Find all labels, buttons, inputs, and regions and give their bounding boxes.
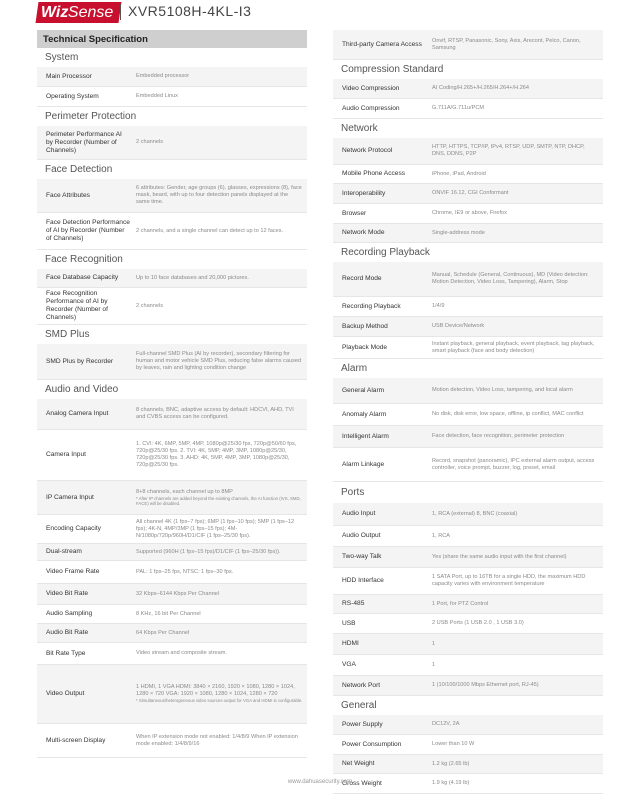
spec-row: [37, 288, 307, 325]
spec-row: [37, 87, 307, 107]
spec-value: [426, 411, 603, 418]
spec-value: [130, 351, 307, 372]
spec-label: Power Supply: [342, 720, 383, 728]
spec-value-text: 8+8 channels, each channel up to 8MP: [136, 488, 233, 495]
spec-value-text: 1, RCA (external) 8, BNC (coaxial): [432, 510, 518, 517]
section-heading: Face Detection: [45, 164, 113, 175]
spec-label: Video Frame Rate: [46, 568, 100, 575]
spec-value-text: 8 channels, BNC, adaptive access by default: HDCVI, AHD, TVI and CVBS access can be configured.: [136, 407, 294, 420]
spec-value: [426, 554, 603, 561]
spec-note: * After IP channels are added beyond the existing channels, the AI function (IVS, SMD, FACE) will be disabled.: [136, 495, 301, 506]
spec-value: [426, 105, 603, 112]
spec-row: [333, 297, 603, 317]
spec-value-text: Face detection, face recognition, perimeter protection: [432, 433, 565, 439]
spec-label: RS-485: [342, 600, 365, 607]
spec-value: [130, 611, 307, 618]
spec-label: Video Bit Rate: [46, 590, 89, 597]
brand-sense: Sense: [68, 3, 114, 21]
spec-value-text: All channel 4K (1 fps–7 fps); 6MP (1 fps–10 fps); 5MP (1 fps–12 fps); 4K-N, 4MP/3MP (1 fps–15 fps); 4M-N/1080p/720p/960H/D1/CIF (1 fps–25/30 fps).: [136, 518, 295, 539]
spec-row: [333, 426, 603, 448]
spec-value: [130, 489, 307, 506]
spec-row: [333, 262, 603, 297]
section-heading: General: [341, 700, 377, 711]
spec-value: [130, 185, 307, 206]
spec-value-text: Supported (960H (1 fps–15 fps)/D1/CIF (1 fps–25/30 fps)).: [136, 548, 281, 555]
header-divider: [120, 4, 121, 20]
spec-label: Audio Bit Rate: [46, 629, 89, 636]
spec-value: [426, 741, 603, 748]
spec-label: Intelligent Alarm: [342, 432, 389, 440]
spec-value-text: HTTP, HTTPS, TCP/IP, IPv4, RTSP, UDP, SMTP, NTP, DHCP, DNS, DDNS, P2P: [432, 144, 585, 157]
spec-value: [426, 620, 603, 627]
spec-label: Alarm Linkage: [342, 460, 385, 468]
footer-url: www.dahuasecurity.com: [287, 779, 353, 785]
spec-label: Gross Weight: [342, 779, 382, 787]
spec-value-text: 2 channels: [136, 139, 164, 145]
spec-row: [333, 595, 603, 614]
spec-value-text: 1.9 kg (4.19 lb): [432, 780, 470, 786]
spec-value-text: ONVIF 16.12, CGI Conformant: [432, 190, 509, 196]
spec-value-text: AI Coding/H.265+/H.265/H.264+/H.264: [432, 85, 530, 91]
spec-value-text: Yes (share the same audio input with the first channel): [432, 553, 567, 560]
model-number: XVR5108H-4KL-I3: [128, 3, 252, 19]
spec-value-text: 1 HDMI, 1 VGA HDMI: 3840 × 2160, 1920 × 1080, 1280 × 1024, 1280 × 720 VGA: 1920 × 1080, 1280 × 1024, 1280 × 720: [136, 684, 295, 698]
spec-label: Mobile Phone Access: [342, 170, 406, 177]
spec-value: [130, 519, 307, 540]
spec-value-text: Chrome, IE9 or above, Firefox: [432, 210, 507, 216]
spec-row: [333, 634, 603, 655]
spec-value-text: When IP extension mode not enabled: 1/4/8/9 When IP extension mode enabled: 1/4/8/9/16: [136, 733, 298, 747]
spec-row: [37, 269, 307, 288]
spec-label: VGA: [342, 661, 356, 668]
spec-value: [426, 641, 603, 648]
section-heading: Recording Playback: [341, 247, 430, 258]
spec-label: Browser: [342, 209, 367, 217]
spec-row: [333, 79, 603, 99]
spec-value-text: DC12V, 2A: [432, 721, 460, 727]
spec-value-text: Lower than 10 W: [432, 741, 475, 747]
spec-value: [426, 190, 603, 197]
spec-row: [37, 179, 307, 213]
spec-value: [130, 73, 307, 80]
spec-label: Face Recognition Performance of AI by Recorder (Number of Channels): [46, 290, 108, 321]
spec-value: [426, 230, 603, 237]
spec-label: Two-way Talk: [342, 553, 382, 560]
spec-row: [333, 404, 603, 426]
spec-row: [37, 515, 307, 544]
spec-row: [37, 561, 307, 584]
spec-label: Net Weight: [342, 760, 375, 767]
spec-label: Perimeter Performance AI by Recorder (Number of Channels): [46, 130, 122, 154]
spec-value: [130, 275, 307, 282]
spec-row: [37, 544, 307, 561]
spec-value-text: 1 SATA Port, up to 16TB for a single HDD, the maximum HDD capacity varies with environment temperature: [432, 574, 586, 587]
spec-value-text: Full-channel SMD Plus (AI by recorder), secondary filtering for human and motor vehicle SMD Plus, reducing false alarms caused by leaves, rain and lighting condition change: [136, 351, 302, 371]
spec-label: Network Protocol: [342, 147, 393, 154]
spec-row: [333, 735, 603, 755]
spec-label: Encoding Capacity: [46, 525, 101, 532]
spec-row: [333, 526, 603, 547]
spec-value: [130, 650, 307, 657]
spec-value-text: 6 attributes: Gender, age groups (6), glasses, expressions (8), face mask, beard, with up to four detection panels displayed at the same time.: [136, 185, 302, 205]
spec-value-text: 1/4/9: [432, 303, 445, 309]
spec-label: Recording Playback: [342, 302, 401, 310]
spec-row: [333, 204, 603, 224]
spec-value-text: 2 channels, and a single channel can detect up to 12 faces.: [136, 227, 284, 234]
spec-label: Backup Method: [342, 322, 388, 330]
spec-value-text: 1 (10/100/1000 Mbps Ethernet port, RJ-45): [432, 682, 539, 688]
section-heading: Ports: [341, 487, 365, 498]
spec-row: [37, 481, 307, 515]
spec-label: Network Mode: [342, 229, 385, 236]
spec-value-text: G.711A/G.711u/PCM: [432, 105, 485, 111]
wizsense-logo: [36, 2, 122, 23]
spec-label: USB: [342, 619, 356, 627]
spec-row: [37, 665, 307, 724]
spec-value-text: 1 Port, for PTZ Control: [432, 600, 489, 607]
spec-row: [37, 605, 307, 624]
spec-value: [426, 601, 603, 608]
spec-value-text: 64 Kbps Per Channel: [136, 629, 190, 636]
spec-value: [426, 38, 603, 52]
spec-value-text: Embedded Linux: [136, 93, 178, 99]
spec-row: [333, 715, 603, 735]
spec-value-text: 32 Kbps–6144 Kbps Per Channel: [136, 590, 220, 597]
spec-label: Camera Input: [46, 451, 86, 458]
spec-label: SMD Plus by Recorder: [46, 357, 114, 365]
spec-row: [37, 399, 307, 430]
spec-label: Record Mode: [342, 275, 382, 282]
section-heading: Perimeter Protection: [45, 111, 137, 122]
spec-value: [426, 144, 603, 158]
spec-value: [426, 721, 603, 728]
spec-value: [130, 228, 307, 235]
spec-value: [426, 341, 603, 355]
spec-row: [333, 448, 603, 482]
spec-value: [426, 387, 603, 394]
spec-label: Bit Rate Type: [46, 649, 86, 657]
spec-value: [426, 511, 603, 518]
spec-value: [130, 441, 307, 469]
spec-label: Face Detection Performance of AI by Recorder (Number of Channels): [46, 219, 130, 242]
right-spec-column: [333, 30, 603, 794]
spec-value-text: Manual, Schedule (General, Continuous), MD (Video detection: Motion Detection, Video Loss, Tampering), Alarm, Stop: [432, 272, 589, 285]
spec-label: Multi-screen Display: [46, 736, 106, 744]
spec-value-text: Embedded processor: [136, 73, 190, 79]
spec-value: [426, 303, 603, 310]
spec-row: [37, 213, 307, 250]
spec-row: [333, 165, 603, 184]
spec-label: HDD Interface: [342, 577, 384, 584]
spec-value-text: No disk, disk error, low space, offline, ip conflict, MAC conflict: [432, 411, 584, 417]
spec-value: [426, 662, 603, 669]
spec-value: [426, 682, 603, 689]
spec-value: [130, 93, 307, 100]
spec-row: [333, 224, 603, 243]
spec-label: Network Port: [342, 681, 381, 689]
spec-value: [130, 569, 307, 576]
spec-row: [37, 344, 307, 380]
spec-row: [333, 755, 603, 774]
spec-label: Interoperability: [342, 189, 386, 197]
section-heading: Alarm: [341, 363, 368, 374]
spec-value-text: 1: [432, 661, 436, 668]
spec-row: [333, 30, 603, 60]
spec-row: [333, 614, 603, 634]
section-heading: SMD Plus: [45, 329, 90, 340]
spec-value-text: 2 channels: [136, 302, 164, 309]
spec-value: [426, 323, 603, 330]
spec-row: [37, 624, 307, 643]
spec-row: [333, 676, 603, 696]
spec-value: [426, 574, 603, 588]
spec-label: General Alarm: [342, 386, 385, 394]
spec-label: Video Compression: [342, 84, 400, 92]
page-header: [0, 0, 640, 26]
spec-row: [333, 99, 603, 119]
spec-row: [333, 568, 603, 595]
spec-value: [426, 533, 603, 540]
spec-label: Main Processor: [46, 72, 92, 80]
spec-value-text: iPhone, iPad, Android: [432, 170, 486, 177]
spec-label: Operating System: [46, 92, 99, 100]
spec-row: [333, 317, 603, 337]
spec-value: [426, 210, 603, 217]
spec-value: [426, 458, 603, 472]
spec-row: [37, 67, 307, 87]
spec-label: Face Database Capacity: [46, 274, 119, 281]
spec-row: [37, 724, 307, 758]
section-heading: Compression Standard: [341, 64, 444, 75]
spec-label: Dual-stream: [46, 548, 82, 555]
spec-row: [333, 337, 603, 359]
spec-label: Audio Sampling: [46, 610, 93, 617]
spec-value-text: Up to 10 face databases and 20,000 pictures.: [136, 274, 249, 281]
spec-value: [130, 734, 307, 748]
spec-label: Anomaly Alarm: [342, 410, 387, 418]
spec-value-text: USB Device/Network: [432, 323, 485, 329]
spec-value: [426, 85, 603, 92]
spec-value: [130, 684, 307, 703]
spec-note: * Simultaneous/heterogeneous video sources output for VGA and HDMI is configurable.: [136, 698, 303, 704]
spec-value-text: Onvif, RTSP, Panasonic, Sony, Axis, Arecont, Pelco, Canon, Samsung: [432, 37, 581, 51]
spec-value-text: 1.2 kg (2.65 lb): [432, 760, 470, 767]
spec-value: [130, 139, 307, 146]
spec-label: Third-party Camera Access: [342, 40, 422, 48]
spec-label: Playback Mode: [342, 343, 388, 351]
spec-value-text: 1: [432, 640, 436, 647]
section-heading: Audio and Video: [45, 384, 119, 395]
spec-value-text: 2 USB Ports (1 USB 2.0 , 1 USB 3.0): [432, 620, 524, 626]
spec-value-text: Single-address mode: [432, 229, 485, 236]
spec-title: Technical Specification: [37, 30, 307, 48]
spec-value-text: Instant playback, general playback, event playback, tag playback, smart playback (face and body detection): [432, 340, 595, 354]
spec-label: HDMI: [342, 640, 359, 647]
section-heading: Face Recognition: [45, 254, 123, 265]
spec-value: [130, 303, 307, 310]
spec-row: [37, 584, 307, 605]
spec-value: [130, 407, 307, 421]
brand-wiz: Wiz: [41, 3, 69, 21]
spec-value: [426, 433, 603, 440]
spec-value: [426, 761, 603, 768]
spec-label: Audio Input: [342, 510, 376, 517]
spec-label: IP Camera Input: [46, 493, 94, 501]
spec-row: [37, 126, 307, 160]
section-heading: System: [45, 52, 79, 63]
spec-value-text: PAL: 1 fps–25 fps, NTSC: 1 fps–30 fps.: [136, 568, 234, 575]
spec-label: Video Output: [46, 690, 85, 697]
spec-row: [37, 643, 307, 665]
spec-row: [333, 655, 603, 676]
spec-label: Power Consumption: [342, 740, 402, 748]
spec-label: Audio Compression: [342, 104, 400, 112]
spec-value-text: Motion detection, Video Loss, tampering, and local alarm: [432, 387, 573, 393]
spec-value: [426, 171, 603, 178]
spec-label: Analog Camera Input: [46, 410, 109, 417]
spec-row: [333, 547, 603, 568]
spec-row: [333, 184, 603, 204]
spec-row: [37, 430, 307, 481]
spec-value: [130, 591, 307, 598]
spec-label: Face Attributes: [46, 191, 90, 199]
spec-row: [333, 503, 603, 526]
spec-value: [130, 549, 307, 556]
spec-value-text: Video stream and composite stream.: [136, 650, 227, 656]
spec-row: [333, 138, 603, 165]
spec-value: [426, 272, 603, 286]
spec-value: [130, 630, 307, 637]
section-heading: Network: [341, 123, 378, 134]
spec-label: Audio Output: [342, 532, 381, 539]
left-spec-column: [37, 30, 307, 758]
spec-value-text: 1, RCA: [432, 532, 451, 539]
spec-row: [333, 378, 603, 404]
spec-value-text: 8 KHz, 16 bit Per Channel: [136, 610, 201, 617]
spec-value-text: 1. CVI: 4K, 6MP, 5MP, 4MP, 1080p@25/30 fps, 720p@50/60 fps, 720p@25/30 fps. 2. TVI: 4K, 5MP, 4MP, 3MP, 1080p@25/30, 720p@25/30 fps. 3. AHD: 4K, 5MP, 4MP, 3MP, 1080p@25/30, 720p@25/30 fps.: [136, 441, 297, 468]
spec-value-text: Record, snapshot (panoramic), IPC external alarm output, access controller, voice prompt, buzzer, log, preset, email: [432, 457, 595, 471]
